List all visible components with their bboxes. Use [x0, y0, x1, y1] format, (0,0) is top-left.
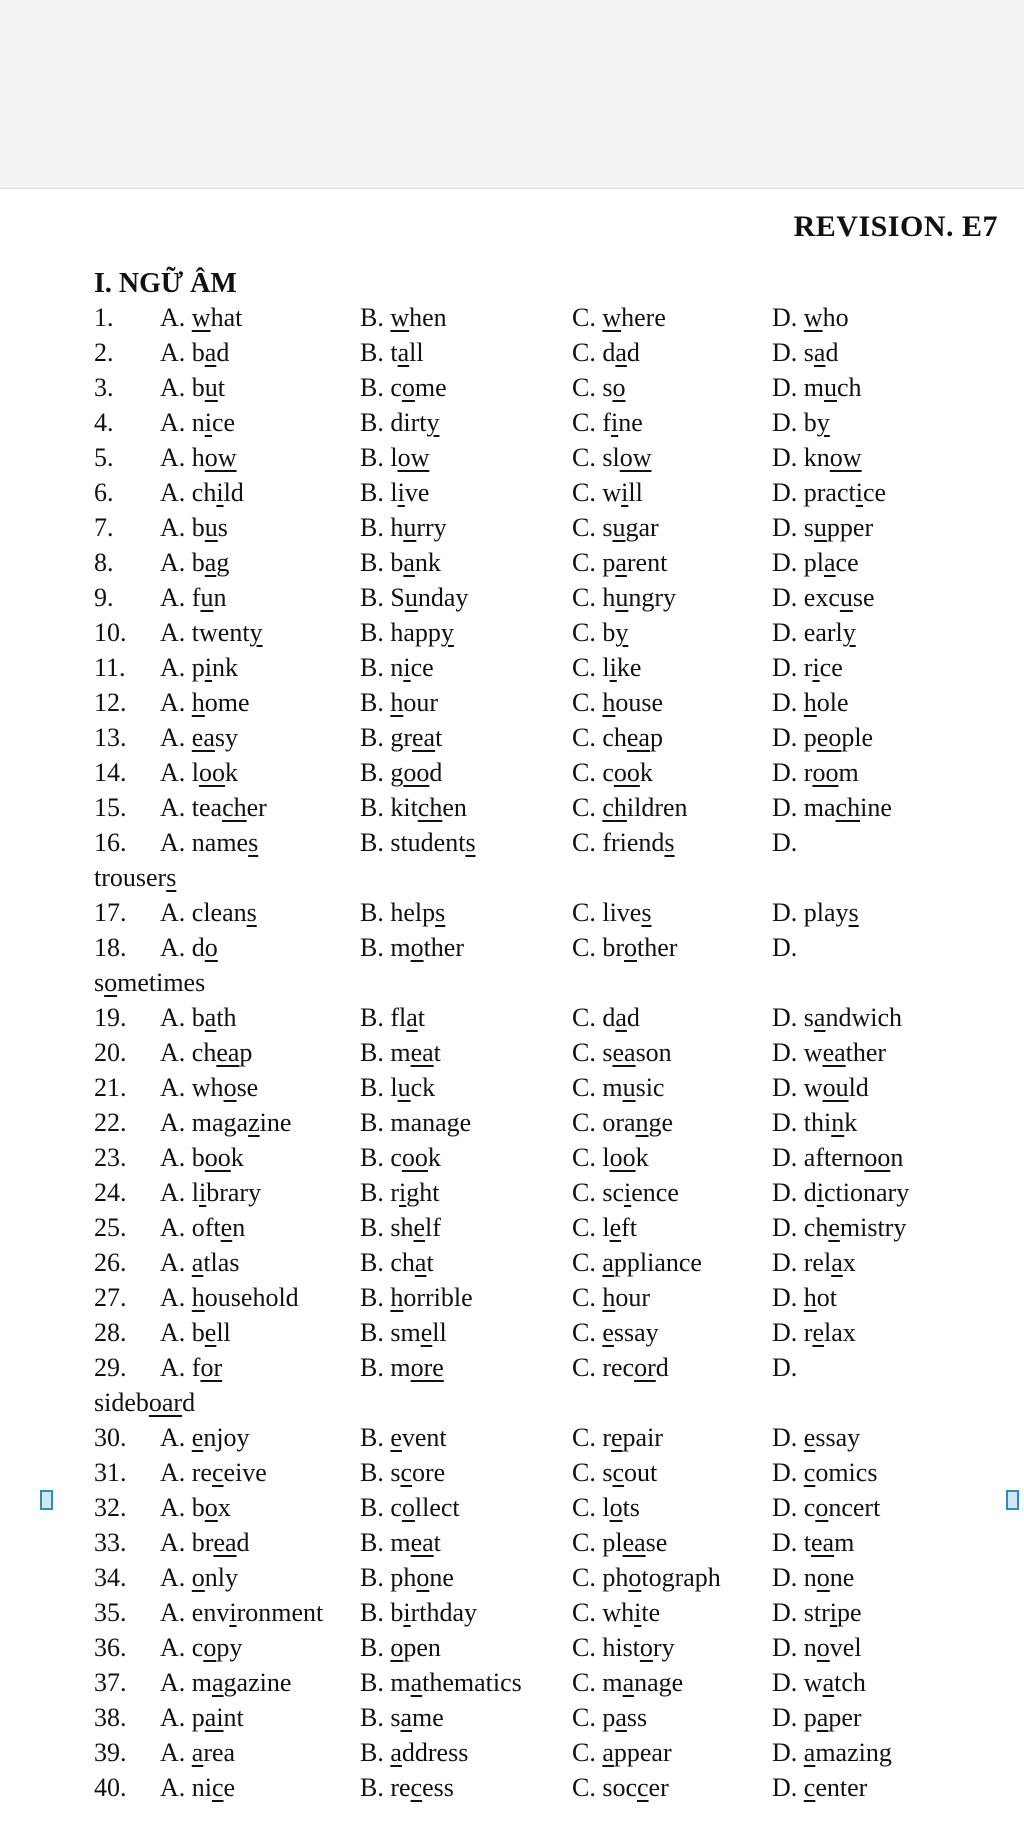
option-a: A. nice — [160, 408, 236, 437]
option-b: B. address — [360, 1738, 469, 1767]
option-b: B. open — [360, 1633, 441, 1662]
question-row — [0, 1245, 1024, 1280]
option-d: D. none — [772, 1563, 855, 1592]
option-b: B. low — [360, 443, 430, 472]
question-number: 33. — [94, 1528, 127, 1557]
option-b: B. Sunday — [360, 583, 469, 612]
option-c: C. house — [572, 688, 664, 717]
question-row — [0, 1630, 1024, 1665]
question-row — [0, 1420, 1024, 1455]
option-a: A. nice — [160, 1773, 236, 1802]
question-row — [0, 1175, 1024, 1210]
option-a: A. magazine — [160, 1668, 292, 1697]
question-number: 18. — [94, 933, 127, 962]
question-number: 32. — [94, 1493, 127, 1522]
question-row — [0, 1455, 1024, 1490]
question-row — [0, 1315, 1024, 1350]
option-c: C. lives — [572, 898, 652, 927]
option-a: A. paint — [160, 1703, 244, 1732]
option-c: C. appear — [572, 1738, 672, 1767]
option-b: B. bank — [360, 548, 441, 577]
question-number: 3. — [94, 373, 114, 402]
option-c: C. soccer — [572, 1773, 669, 1802]
question-row — [0, 1735, 1024, 1770]
option-d: D. excuse — [772, 583, 875, 612]
question-row — [0, 1105, 1024, 1140]
option-b: B. students — [360, 828, 476, 857]
option-a: A. whose — [160, 1073, 259, 1102]
option-d: D. rice — [772, 653, 843, 682]
option-d: D. hole — [772, 688, 849, 717]
option-c: C. cook — [572, 758, 653, 787]
question-number: 20. — [94, 1038, 127, 1067]
document-title: REVISION. E7 — [793, 210, 998, 243]
option-d: D. novel — [772, 1633, 862, 1662]
option-c: C. by — [572, 618, 629, 647]
option-c: C. appliance — [572, 1248, 702, 1277]
question-row — [0, 1210, 1024, 1245]
option-b: B. meat — [360, 1528, 441, 1557]
question-number: 36. — [94, 1633, 127, 1662]
option-b: B. when — [360, 303, 447, 332]
option-d: D. place — [772, 548, 859, 577]
option-d: D. know — [772, 443, 862, 472]
question-row — [0, 1280, 1024, 1315]
question-row — [0, 930, 1024, 965]
question-number: 2. — [94, 338, 114, 367]
option-c: C. orange — [572, 1108, 674, 1137]
question-row — [0, 1035, 1024, 1070]
question-row — [0, 1665, 1024, 1700]
option-a: A. child — [160, 478, 244, 507]
question-number: 1. — [94, 303, 114, 332]
question-number: 7. — [94, 513, 114, 542]
question-number: 19. — [94, 1003, 127, 1032]
question-row — [0, 1700, 1024, 1735]
option-c: C. white — [572, 1598, 661, 1627]
question-row — [0, 405, 1024, 440]
option-a: A. teacher — [160, 793, 267, 822]
question-number: 12. — [94, 688, 127, 717]
option-d: D. sad — [772, 338, 839, 367]
option-c: C. slow — [572, 443, 652, 472]
question-row — [0, 790, 1024, 825]
option-c: C. essay — [572, 1318, 659, 1347]
option-d: D. people — [772, 723, 874, 752]
option-a: A. bell — [160, 1318, 231, 1347]
option-c: C. history — [572, 1633, 675, 1662]
question-row — [0, 685, 1024, 720]
option-a: A. pink — [160, 653, 239, 682]
viewer-top-bar — [0, 0, 1024, 189]
question-number: 11. — [94, 653, 126, 682]
option-b: B. phone — [360, 1563, 454, 1592]
question-number: 40. — [94, 1773, 127, 1802]
question-number: 24. — [94, 1178, 127, 1207]
option-b: B. mathematics — [360, 1668, 522, 1697]
option-b: B. meat — [360, 1038, 441, 1067]
option-d: D. watch — [772, 1668, 866, 1697]
option-b: B. more — [360, 1353, 444, 1382]
option-c: C. look — [572, 1143, 649, 1172]
question-row — [0, 1070, 1024, 1105]
option-b: B. great — [360, 723, 443, 752]
option-d-continuation: sideboard — [94, 1388, 196, 1417]
option-d: D. sandwich — [772, 1003, 902, 1032]
option-b: B. horrible — [360, 1283, 473, 1312]
option-a: A. often — [160, 1213, 246, 1242]
option-b: B. same — [360, 1703, 444, 1732]
option-c: C. dad — [572, 1003, 640, 1032]
option-b: B. good — [360, 758, 443, 787]
option-c: C. like — [572, 653, 642, 682]
option-d: D. weather — [772, 1038, 887, 1067]
option-d: D. relax — [772, 1318, 856, 1347]
option-a: A. but — [160, 373, 226, 402]
question-row — [0, 1000, 1024, 1035]
question-number: 30. — [94, 1423, 127, 1452]
option-a: A. area — [160, 1738, 236, 1767]
question-number: 15. — [94, 793, 127, 822]
option-a: A. environment — [160, 1598, 324, 1627]
question-number: 8. — [94, 548, 114, 577]
option-a: A. twenty — [160, 618, 263, 647]
option-a: A. atlas — [160, 1248, 240, 1277]
option-b: B. tall — [360, 338, 424, 367]
option-b: B. collect — [360, 1493, 460, 1522]
question-row — [0, 755, 1024, 790]
option-d: D. stripe — [772, 1598, 862, 1627]
option-c: C. hungry — [572, 583, 677, 612]
question-number: 17. — [94, 898, 127, 927]
left-scroll-handle[interactable] — [40, 1490, 53, 1510]
option-d: D. comics — [772, 1458, 878, 1487]
question-number: 35. — [94, 1598, 127, 1627]
option-b: B. happy — [360, 618, 454, 647]
option-c: C. please — [572, 1528, 668, 1557]
option-b: B. birthday — [360, 1598, 477, 1627]
question-number: 5. — [94, 443, 114, 472]
option-b: B. helps — [360, 898, 446, 927]
option-a: A. magazine — [160, 1108, 292, 1137]
option-d: D. hot — [772, 1283, 838, 1312]
option-c: C. so — [572, 373, 626, 402]
right-scroll-handle[interactable] — [1006, 1490, 1019, 1510]
option-d: D. would — [772, 1073, 869, 1102]
option-c: C. repair — [572, 1423, 663, 1452]
question-number: 22. — [94, 1108, 127, 1137]
option-a: A. easy — [160, 723, 238, 752]
option-c: C. will — [572, 478, 643, 507]
option-a: A. copy — [160, 1633, 243, 1662]
question-row — [0, 720, 1024, 755]
option-d: D. by — [772, 408, 830, 437]
option-c: C. dad — [572, 338, 640, 367]
option-d: D. essay — [772, 1423, 861, 1452]
question-row — [0, 825, 1024, 860]
option-d: D. — [772, 828, 798, 857]
question-row — [0, 895, 1024, 930]
option-d: D. afternoon — [772, 1143, 904, 1172]
option-d: D. paper — [772, 1703, 862, 1732]
option-d: D. supper — [772, 513, 874, 542]
option-a: A. only — [160, 1563, 239, 1592]
option-b: B. live — [360, 478, 430, 507]
option-d: D. room — [772, 758, 859, 787]
question-row — [0, 580, 1024, 615]
option-a: A. bath — [160, 1003, 237, 1032]
option-b: B. hour — [360, 688, 439, 717]
question-number: 23. — [94, 1143, 127, 1172]
option-c: C. pass — [572, 1703, 648, 1732]
option-a: A. bread — [160, 1528, 250, 1557]
option-b: B. kitchen — [360, 793, 467, 822]
question-number: 29. — [94, 1353, 127, 1382]
question-row — [0, 1560, 1024, 1595]
option-b: B. event — [360, 1423, 447, 1452]
option-d: D. concert — [772, 1493, 881, 1522]
question-number: 26. — [94, 1248, 127, 1277]
option-c: C. left — [572, 1213, 638, 1242]
question-number: 9. — [94, 583, 114, 612]
option-d: D. relax — [772, 1248, 856, 1277]
option-a: A. household — [160, 1283, 299, 1312]
question-number: 39. — [94, 1738, 127, 1767]
question-number: 34. — [94, 1563, 127, 1592]
option-a: A. what — [160, 303, 243, 332]
question-number: 13. — [94, 723, 127, 752]
question-number: 21. — [94, 1073, 127, 1102]
option-b: B. score — [360, 1458, 446, 1487]
question-row — [0, 300, 1024, 335]
option-a: A. box — [160, 1493, 231, 1522]
option-a: A. bus — [160, 513, 228, 542]
option-c: C. friends — [572, 828, 675, 857]
option-a: A. bad — [160, 338, 230, 367]
option-a: A. home — [160, 688, 250, 717]
question-number: 28. — [94, 1318, 127, 1347]
option-d: D. early — [772, 618, 856, 647]
option-c: C. science — [572, 1178, 679, 1207]
option-d: D. chemistry — [772, 1213, 907, 1242]
option-d: D. amazing — [772, 1738, 892, 1767]
option-a: A. library — [160, 1178, 262, 1207]
option-b: B. right — [360, 1178, 440, 1207]
question-number: 31. — [94, 1458, 127, 1487]
option-c: C. manage — [572, 1668, 684, 1697]
question-row — [0, 1595, 1024, 1630]
option-d: D. machine — [772, 793, 892, 822]
question-number: 14. — [94, 758, 127, 787]
option-c: C. where — [572, 303, 666, 332]
option-c: C. scout — [572, 1458, 658, 1487]
option-a: A. fun — [160, 583, 227, 612]
option-a: A. book — [160, 1143, 244, 1172]
option-b: B. chat — [360, 1248, 434, 1277]
option-b: B. recess — [360, 1773, 454, 1802]
option-c: C. season — [572, 1038, 672, 1067]
option-b: B. nice — [360, 653, 434, 682]
question-number: 25. — [94, 1213, 127, 1242]
option-d: D. — [772, 933, 798, 962]
option-c: C. brother — [572, 933, 678, 962]
option-c: C. children — [572, 793, 688, 822]
option-a: A. look — [160, 758, 238, 787]
option-a: A. cleans — [160, 898, 257, 927]
option-c: C. photograph — [572, 1563, 721, 1592]
option-d: D. plays — [772, 898, 859, 927]
option-d: D. dictionary — [772, 1178, 910, 1207]
option-d-continuation: sometimes — [94, 968, 206, 997]
question-row — [0, 615, 1024, 650]
option-b: B. luck — [360, 1073, 436, 1102]
option-b: B. cook — [360, 1143, 441, 1172]
question-row — [0, 1770, 1024, 1805]
question-number: 4. — [94, 408, 114, 437]
question-number: 27. — [94, 1283, 127, 1312]
question-row — [0, 370, 1024, 405]
option-b: B. smell — [360, 1318, 447, 1347]
question-number: 6. — [94, 478, 114, 507]
option-a: A. do — [160, 933, 218, 962]
option-b: B. dirty — [360, 408, 440, 437]
question-row — [0, 1140, 1024, 1175]
question-row — [0, 440, 1024, 475]
question-row — [0, 335, 1024, 370]
question-number: 38. — [94, 1703, 127, 1732]
option-a: A. enjoy — [160, 1423, 250, 1452]
option-c: C. sugar — [572, 513, 659, 542]
option-b: B. hurry — [360, 513, 447, 542]
option-c: C. music — [572, 1073, 665, 1102]
option-c: C. cheap — [572, 723, 663, 752]
option-b: B. mother — [360, 933, 464, 962]
option-a: A. cheap — [160, 1038, 253, 1067]
question-number: 10. — [94, 618, 127, 647]
question-number: 16. — [94, 828, 127, 857]
question-row — [0, 475, 1024, 510]
option-b: B. come — [360, 373, 447, 402]
option-b: B. manage — [360, 1108, 472, 1137]
option-b: B. shelf — [360, 1213, 441, 1242]
question-row — [0, 1490, 1024, 1525]
option-a: A. for — [160, 1353, 223, 1382]
question-row — [0, 510, 1024, 545]
option-a: A. names — [160, 828, 259, 857]
option-d: D. practice — [772, 478, 887, 507]
option-d: D. who — [772, 303, 849, 332]
question-number: 37. — [94, 1668, 127, 1697]
option-c: C. parent — [572, 548, 668, 577]
option-d-continuation: trousers — [94, 863, 177, 892]
option-d: D. team — [772, 1528, 855, 1557]
question-row — [0, 545, 1024, 580]
option-a: A. receive — [160, 1458, 267, 1487]
option-a: A. how — [160, 443, 237, 472]
option-d: D. think — [772, 1108, 858, 1137]
question-row — [0, 1525, 1024, 1560]
option-a: A. bag — [160, 548, 230, 577]
option-c: C. lots — [572, 1493, 640, 1522]
option-b: B. flat — [360, 1003, 426, 1032]
option-d: D. much — [772, 373, 862, 402]
option-d: D. — [772, 1353, 798, 1382]
option-c: C. record — [572, 1353, 669, 1382]
question-row — [0, 1350, 1024, 1385]
section-heading: I. NGỮ ÂM — [94, 268, 237, 299]
option-d: D. center — [772, 1773, 868, 1802]
option-c: C. fine — [572, 408, 643, 437]
question-row — [0, 650, 1024, 685]
option-c: C. hour — [572, 1283, 651, 1312]
